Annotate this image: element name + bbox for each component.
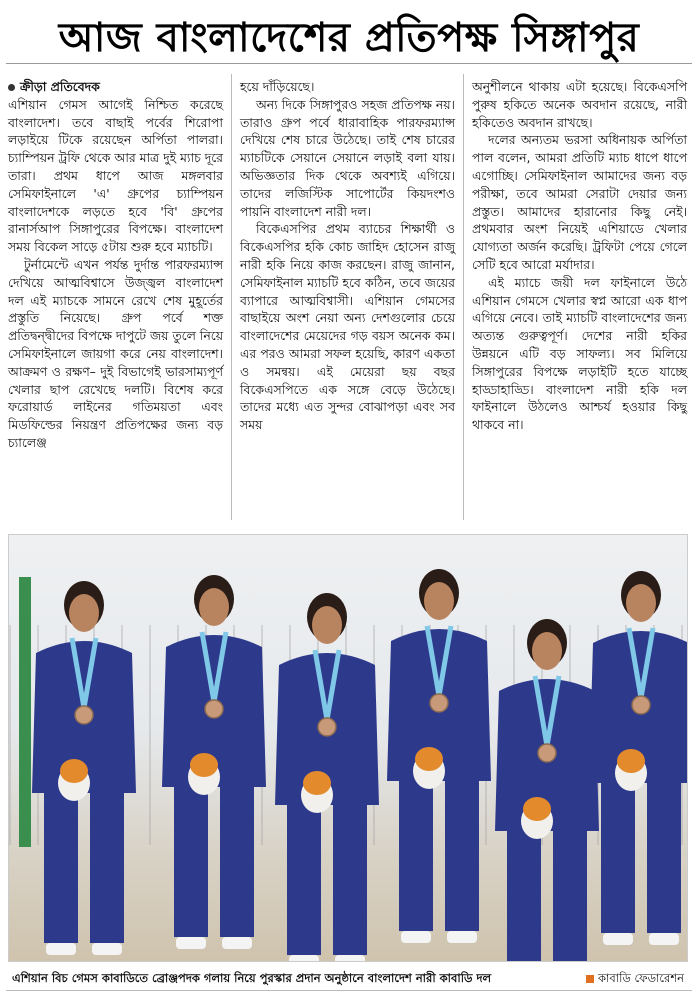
paragraph: টুর্নামেন্টে এখন পর্যন্ত দুর্দান্ত পারফরম্যান্স দেখিয়ে আত্মবিশ্বাসে উজ্জ্বল বাংলাদেশ দল এই ম্যাচকে সামনে রেখে শেষ মুহূর্তের প্রস্তুতি নিয়েছে। গ্রুপ পর্বে শক্ত প্রতিদ্বন্দ্বীদের বিপক্ষে দাপুটে জয় তুলে নিয়ে সেমিফাইনালে জায়গা করে নেয় বাংলাদেশ। আক্রমণ ও রক্ষণ– দুই বিভাগেই ভারসাম্যপূর্ণ খেলার ছাপ রেখেছে দলটি। বিশেষ করে ফরোয়ার্ড লাইনের গতিময়তা এবং মিডফিল্ডের নিয়ন্ত্রণ প্রতিপক্ষের জন্য বড় চ্যালেঞ্জ (8, 256, 223, 450)
paragraph: দলের অন্যতম ভরসা অধিনায়ক অর্পিতা পাল বলেন, আমরা প্রতিটি ম্যাচ ধাপে ধাপে এগোচ্ছি। সেমিফাইনাল আমাদের জন্য বড় পরীক্ষা, তবে আমরা সেরাটা দেয়ার জন্য প্রস্তুত। আমাদের হারানোর কিছু নেই। প্রথমবার অংশ নিয়েই এশিয়াডে খেলার যোগ্যতা অর্জন করেছি। ট্রফিটা পেয়ে গেলে সেটি হবে আরো মর্যাদার। (472, 132, 687, 272)
bottom-rule (6, 990, 692, 991)
bullet-icon (8, 84, 15, 91)
player-figure (387, 569, 491, 943)
column-divider (231, 74, 232, 520)
player-figure (495, 619, 599, 962)
paragraph: অনুশীলনে থাকায় এটা হয়েছে। বিকেএসপি পুরুষ হকিতে অনেক অবদান রয়েছে, নারী হকিতেও অবদান রাখছে। (472, 79, 687, 130)
credit-text: কাবাডি ফেডারেশন (597, 971, 684, 985)
player-figure (589, 571, 688, 945)
players-illustration (9, 535, 688, 962)
photo-caption (8, 966, 688, 988)
player-figure (32, 581, 136, 955)
player-figure (275, 593, 379, 962)
headline-rule (6, 63, 692, 64)
paragraph: এই ম্যাচে জয়ী দল ফাইনালে উঠে এশিয়ান গেমসে খেলার স্বপ্ন আরো এক ধাপ এগিয়ে নেবে। তাই ম্যাচটি বাংলাদেশের জন্য অত্যন্ত গুরুত্বপূর্ণ। দেশের নারী হকির উন্নয়নে এটি বড় সাফল্য। সব মিলিয়ে সিঙ্গাপুরের বিপক্ষে লড়াইটি হতে যাচ্ছে হাড্ডাহাড্ডি। বাংলাদেশ নারী হকি দল ফাইনালে উঠলেও আশ্চর্য হওয়ার কিছু থাকবে না। (472, 274, 687, 433)
paragraph: অন্য দিকে সিঙ্গাপুরও সহজ প্রতিপক্ষ নয়। তারাও গ্রুপ পর্বে ধারাবাহিক পারফরম্যান্স দেখিয়ে শেষ চারে উঠেছে। তাই শেষ চারের ম্যাচটিকে সেয়ানে সেয়ানে লড়াই বলা যায়। অভিজ্ঞতার দিক থেকে অবশ্যই এগিয়ে। তাদের লজিস্টিক সাপোর্টের কিয়দংশও পায়নি বাংলাদেশ নারী দল। (240, 96, 455, 219)
caption-text: এশিয়ান বিচ গেমস কাবাডিতে ব্রোঞ্জপদক গলায় নিয়ে পুরস্কার প্রদান অনুষ্ঠানে বাংলাদেশ নারী কাবাডি দল (12, 971, 492, 985)
player-figure (162, 575, 266, 949)
column-divider (463, 74, 464, 520)
paragraph: এশিয়ান গেমস আগেই নিশ্চিত করেছে বাংলাদেশ। তবে বাছাই পর্বের শিরোপা লড়াইয়ে টিকে রয়েছেন অর্পিতা পালরা। চ্যাম্পিয়ন ট্রফি থেকে আর মাত্র দুই ম্যাচ দূরে তারা। প্রথম ধাপে আজ মঙ্গলবার সেমিফাইনালে 'এ' গ্রুপের চ্যাম্পিয়ন বাংলাদেশকে লড়তে হবে 'বি' গ্রুপের রানার্সআপ সিঙ্গাপুরের বিপক্ষে। বাংলাদেশ সময় বিকেল সাড়ে ৫টায় শুরু হবে ম্যাচটি। (8, 96, 223, 255)
credit-mark-icon (586, 975, 594, 983)
team-photo (8, 534, 688, 962)
paragraph: বিকেএসপির প্রথম ব্যাচের শিক্ষার্থী ও বিকেএসপির হকি কোচ জাহিদ হোসেন রাজু নারী হকি নিয়ে কাজ করছেন। রাজু জানান, সেমিফাইনাল ম্যাচটি হবে কঠিন, তবে জয়ের ব্যাপারে আত্মবিশ্বাসী। এশিয়ান গেমসের বাছাইয়ে অংশ নেয়া অন্য দেশগুলোর চেয়ে বাংলাদেশের মেয়েদের গড় বয়স অনেক কম। এর পরও আমরা সফল হয়েছি, কারণ একতা ও সমন্বয়। এই মেয়েরা ছয় বছর বিকেএসপিতে এক সঙ্গে বেড়ে উঠেছে। তাদের মধ্যে এত সুন্দর বোঝাপড়া এবং সব সময় (240, 221, 455, 433)
article-column-1 (8, 78, 223, 452)
article-column-3 (472, 78, 687, 434)
byline (8, 78, 223, 96)
article-column-2 (240, 78, 455, 434)
paragraph: হয়ে দাঁড়িয়েছে। (240, 79, 315, 94)
byline-text: ক্রীড়া প্রতিবেদক (20, 79, 100, 94)
headline: আজ বাংলাদেশের প্রতিপক্ষ সিঙ্গাপুর (58, 15, 640, 61)
photo-credit (586, 970, 684, 989)
